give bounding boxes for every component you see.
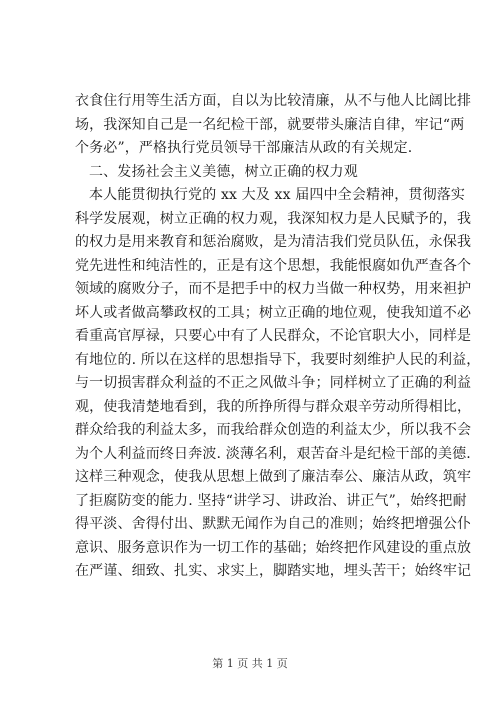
body-line: 与一切损害群众利益的不正之风做斗争；同样树立了正确的利益 bbox=[75, 375, 472, 391]
page-number-footer: 第 1 页 共 1 页 bbox=[212, 657, 288, 670]
body-line: 得平淡、舍得付出、默默无闻作为自己的准则；始终把增强公仆 bbox=[75, 516, 472, 532]
body-line: 坏人或者做高攀政权的工具；树立正确的地位观，使我知道不必 bbox=[75, 304, 472, 321]
body-line: 了拒腐防变的能力. 坚持“讲学习、讲政治、讲正气”，始终把耐 bbox=[75, 492, 467, 509]
body-line: 群众给我的利益太多，而我给群众创造的利益太少，所以我不会 bbox=[75, 422, 472, 438]
body-line: 看重高官厚禄，只要心中有了人民群众，不论官职大小，同样是 bbox=[75, 328, 472, 344]
body-line: 观，使我清楚地看到，我的所挣所得与群众艰辛劳动所得相比， bbox=[75, 398, 472, 415]
document-body bbox=[75, 90, 481, 584]
body-line: 有地位的. 所以在这样的思想指导下，我要时刻维护人民的利益， bbox=[75, 351, 481, 368]
body-line: 领域的腐败分子，而不是把手中的权力当做一种权势，用来袒护 bbox=[75, 281, 472, 297]
body-line: 衣食住行用等生活方面，自以为比较清廉，从不与他人比阔比排 bbox=[75, 93, 472, 109]
body-line: 党先进性和纯洁性的，正是有这个思想，我能恨腐如仇严查各个 bbox=[75, 257, 472, 274]
paragraph-first-line: 本人能贯彻执行党的 xx 大及 xx 届四中全会精神，贯彻落实 bbox=[89, 187, 466, 203]
body-line: 个务必”，严格执行党员领导干部廉洁从政的有关规定. bbox=[75, 140, 413, 156]
body-line: 在严谨、细致、扎实、求实上，脚踏实地，埋头苦干；始终牢记 bbox=[75, 563, 472, 579]
body-line: 意识、服务意识作为一切工作的基础；始终把作风建设的重点放 bbox=[75, 539, 472, 556]
section-heading: 二、发扬社会主义美德，树立正确的权力观 bbox=[89, 163, 358, 180]
body-line: 场，我深知自己是一名纪检干部，就要带头廉洁自律，牢记“两 bbox=[75, 116, 465, 133]
body-line: 科学发展观，树立正确的权力观，我深知权力是人民赋予的，我 bbox=[75, 210, 472, 227]
body-line: 这样三种观念，使我从思想上做到了廉洁奉公、廉洁从政，筑牢 bbox=[75, 469, 472, 485]
body-line: 的权力是用来教育和惩治腐败，是为清洁我们党员队伍，永保我 bbox=[75, 234, 472, 250]
body-line: 为个人利益而终日奔波. 淡薄名利，艰苦奋斗是纪检干部的美德. bbox=[75, 445, 471, 462]
